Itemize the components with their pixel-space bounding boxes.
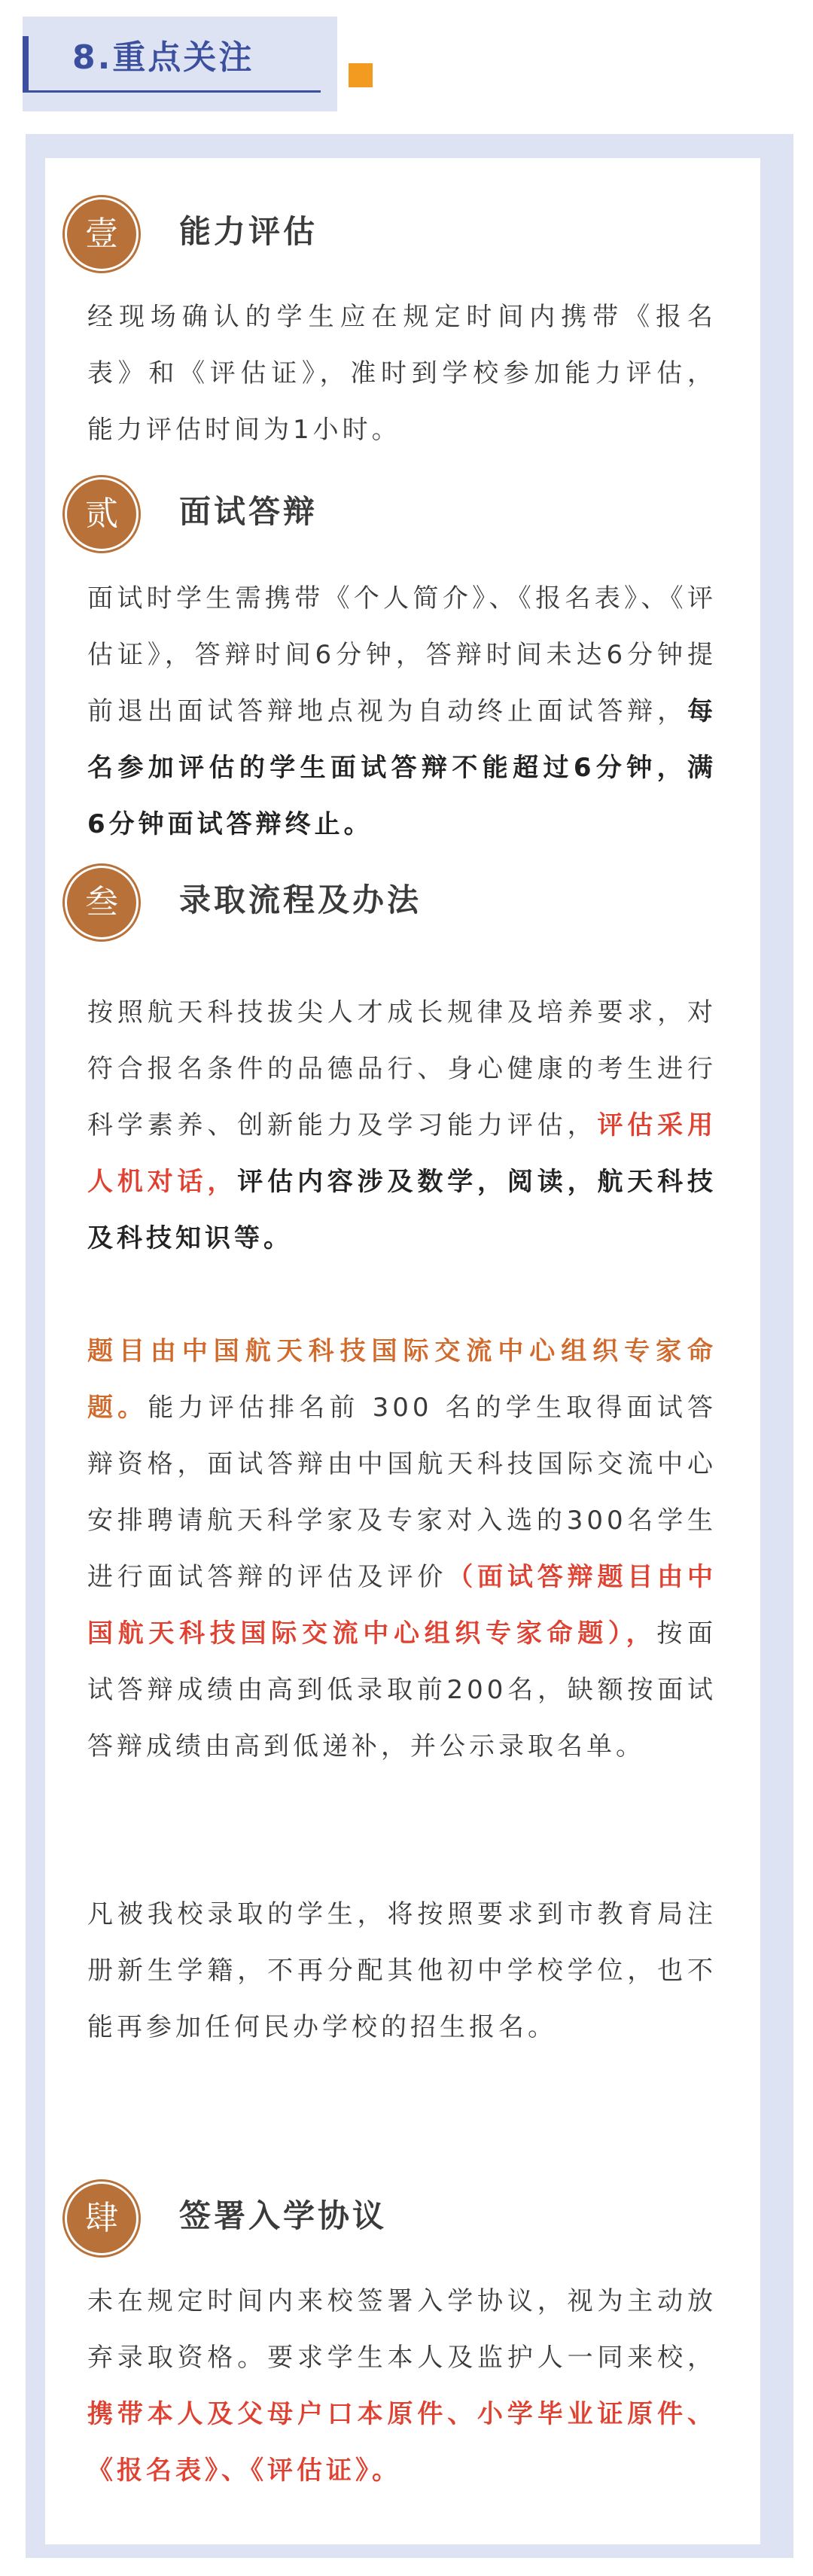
section-2-paragraph xyxy=(87,571,717,853)
section-4-paragraph xyxy=(87,2273,717,2499)
section-3-paragraph-2 xyxy=(87,1323,717,1775)
section-2-title: 面试答辩 xyxy=(179,493,318,530)
section-2-text: 面试时学生需携带《个人简介》、《报名表》、《评估证》，答辩时间6分钟，答辩时间未达6分钟提前退出面试答辩地点视为自动终止面试答辩， xyxy=(87,583,717,726)
section-3-badge: 叁 xyxy=(65,866,139,939)
section-3-p2-orange-text: 题目由中国航天科技国际交流中心组织专家命题。 xyxy=(87,1336,717,1423)
section-1-paragraph xyxy=(87,289,717,458)
section-3-p2-tail-text: 按面试答辩成绩由高到低录取前200名，缺额按面试答辩成绩由高到低递补，并公示录取名单。 xyxy=(87,1618,717,1761)
section-1-text: 经现场确认的学生应在规定时间内携带《报名表》和《评估证》，准时到学校参加能力评估，能力评估时间为1小时。 xyxy=(87,302,717,445)
section-3-paragraph-1 xyxy=(87,985,717,1267)
section-3-heading xyxy=(65,866,742,941)
section-3-p1-text: 按照航天科技拔尖人才成长规律及培养要求，对符合报名条件的品德品行、身心健康的考生进行科学素养、创新能力及学习能力评估， xyxy=(87,997,717,1140)
section-3-p2-red-text: （面试答辩题目由中国航天科技国际交流中心组织专家命题）， xyxy=(87,1562,717,1649)
section-2-badge: 贰 xyxy=(65,477,139,551)
section-1-badge: 壹 xyxy=(65,197,139,271)
header-accent-bar xyxy=(23,36,29,90)
section-3-p1-red-text: 评估采用人机对话， xyxy=(87,1110,717,1197)
section-4-text: 未在规定时间内来校签署入学协议，视为主动放弃录取资格。要求学生本人及监护人一同来校， xyxy=(87,2286,717,2373)
section-3-p2-text: 能力评估排名前 300 名的学生取得面试答辩资格，面试答辩由中国航天科技国际交流中心安排聘请航天科学家及专家对入选的300名学生进行面试答辩的评估及评价 xyxy=(87,1393,717,1592)
section-4-red-text: 携带本人及父母户口本原件、小学毕业证原件、《报名表》、《评估证》。 xyxy=(87,2399,717,2486)
orange-square-decoration xyxy=(349,63,373,87)
section-4-badge: 肆 xyxy=(65,2182,139,2255)
header-underline xyxy=(23,90,321,93)
page-title: 8.重点关注 xyxy=(72,38,254,77)
section-4-heading xyxy=(65,2182,742,2257)
section-1-heading xyxy=(65,197,742,273)
section-2-bold-text: 每名参加评估的学生面试答辩不能超过6分钟，满6分钟面试答辩终止。 xyxy=(87,696,717,839)
section-3-paragraph-3 xyxy=(87,1886,717,2056)
section-1-title: 能力评估 xyxy=(179,213,318,250)
section-3-p1-bold-text: 评估内容涉及数学，阅读，航天科技及科技知识等。 xyxy=(87,1167,717,1253)
section-2-heading xyxy=(65,477,742,553)
section-4-title: 签署入学协议 xyxy=(179,2197,388,2234)
section-3-title: 录取流程及办法 xyxy=(179,882,422,918)
section-3-p3-text: 凡被我校录取的学生，将按照要求到市教育局注册新生学籍，不再分配其他初中学校学位，也不能再参加任何民办学校的招生报名。 xyxy=(87,1899,717,2042)
